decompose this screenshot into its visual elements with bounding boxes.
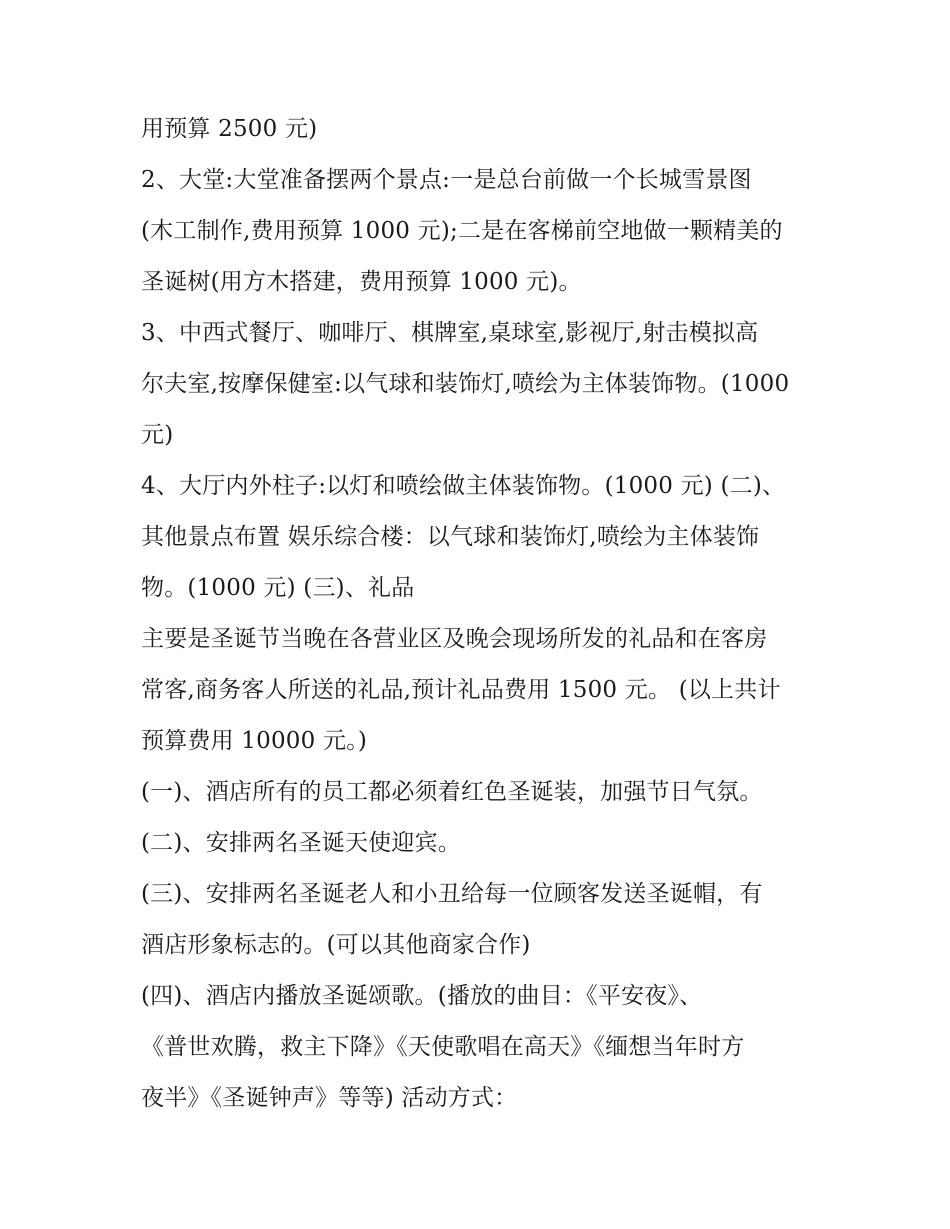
text-line: 主要是圣诞节当晚在各营业区及晚会现场所发的礼品和在客房 — [141, 626, 768, 652]
text-line: 尔夫室,按摩保健室:以气球和装饰灯,喷绘为主体装饰物。(1000 — [141, 371, 790, 397]
text-line: (四)、酒店内播放圣诞颂歌。(播放的曲目：《平安夜》、 — [141, 983, 703, 1009]
text-line: 预算费用 10000 元。) — [141, 728, 368, 754]
text-line: 常客,商务客人所送的礼品,预计礼品费用 1500 元。 (以上共计 — [141, 677, 781, 703]
text-line: 用预算 2500 元) — [141, 116, 318, 142]
text-line: 酒店形象标志的。(可以其他商家合作) — [141, 932, 531, 958]
text-line: (三)、安排两名圣诞老人和小丑给每一位顾客发送圣诞帽，有 — [141, 881, 763, 907]
text-line: 其他景点布置 娱乐综合楼：以气球和装饰灯,喷绘为主体装饰 — [141, 524, 760, 550]
document-body — [141, 104, 821, 1124]
text-line: 4、大厅内外柱子:以灯和喷绘做主体装饰物。(1000 元) (二)、 — [141, 473, 786, 499]
text-line: (二)、安排两名圣诞天使迎宾。 — [141, 830, 461, 856]
text-line: 夜半》《圣诞钟声》等等) 活动方式： — [141, 1085, 518, 1111]
text-line: 3、中西式餐厅、咖啡厅、棋牌室,桌球室,影视厅,射击模拟高 — [141, 320, 759, 346]
text-line: 2、大堂:大堂准备摆两个景点:一是总台前做一个长城雪景图 — [141, 167, 752, 193]
text-line: (木工制作,费用预算 1000 元);二是在客梯前空地做一颗精美的 — [141, 218, 783, 244]
text-line: 元) — [141, 422, 174, 448]
text-line: (一)、酒店所有的员工都必须着红色圣诞装，加强节日气氛。 — [141, 779, 763, 805]
text-line: 《普世欢腾，救主下降》《天使歌唱在高天》《缅想当年时方 — [141, 1034, 745, 1060]
text-line: 物。(1000 元) (三)、礼品 — [141, 575, 415, 601]
text-line: 圣诞树(用方木搭建，费用预算 1000 元)。 — [141, 269, 582, 295]
